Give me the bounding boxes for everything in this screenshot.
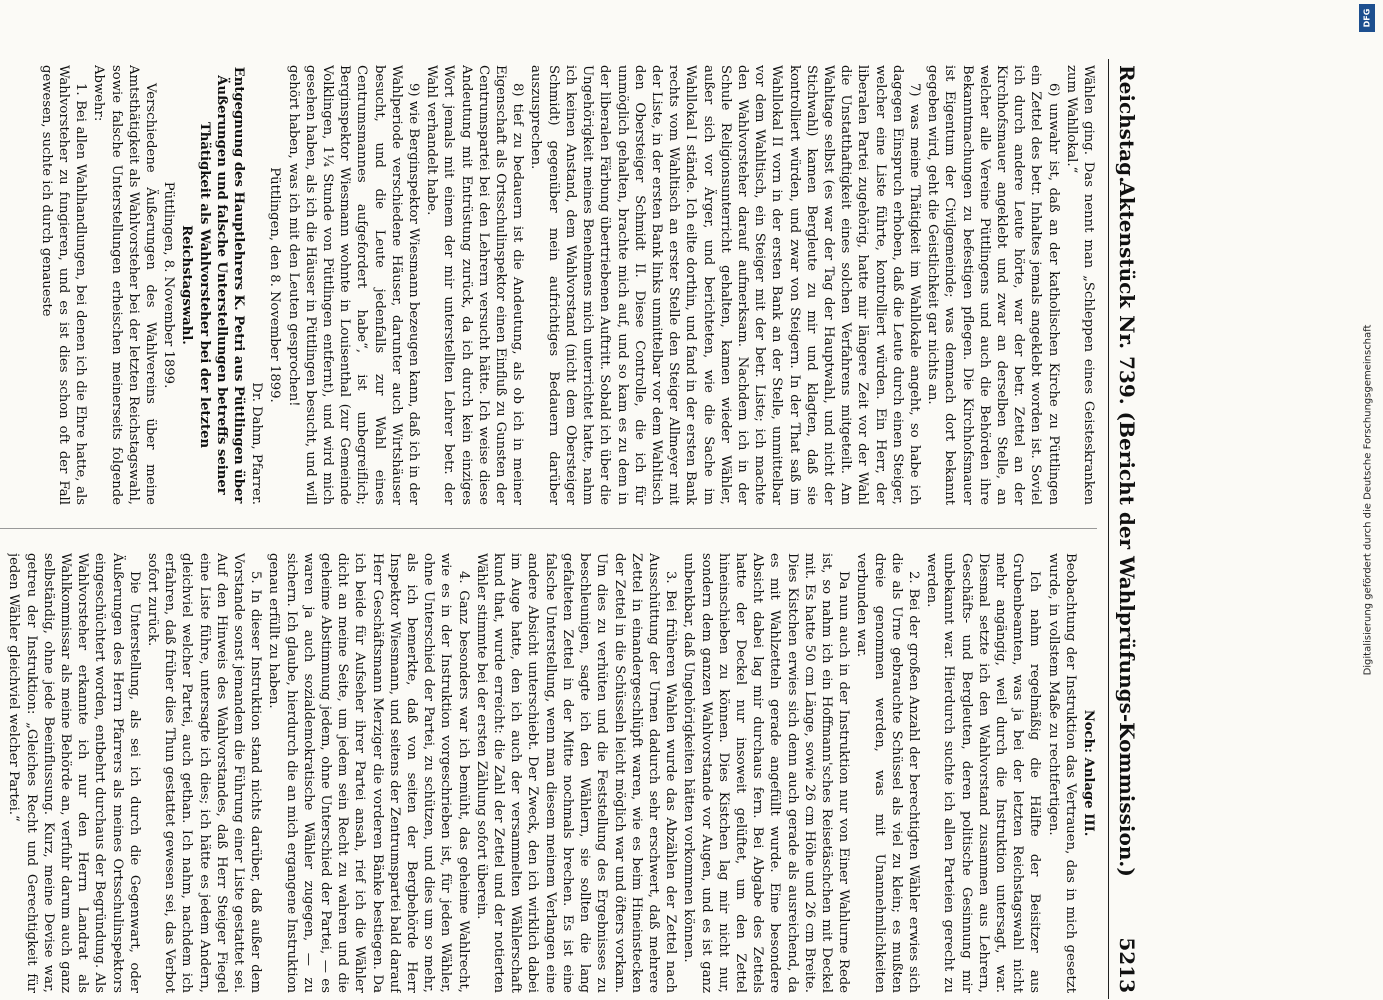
paragraph: 1. Bei allen Wahlhandlungen, bei denen ich die Ehre hatte, als Wahlvorsteher zu fungieren, und es ist dies schon oft der Fall gewesen, suchte ich durch genaueste [38,65,89,505]
paragraph: 6) unwahr ist, daß an der katholischen Kirche zu Püttlingen ein Zettel des betr. Inhaltes jemals angeklebt worden ist. Soviel ich durch andere Leute hörte, war der betr. Zettel an der Kirchhofsmauer angeklebt und zwar an derselben Stelle, an welcher alle Vereine Püttlingens und auch die Behörden ihre Bekanntmachungen zu befestigen pflegen. Die Kirchhofsmauer ist Eigentum der Civilgemeinde; was demnach dort bekannt gegeben wird, geht die Geistlichkeit gar nichts an. [925,65,1061,505]
paragraph: 3. Bei früheren Wahlen wurde das Abzählen der Zettel nach Ausschüttung der Urnen dadurch sehr erschwert, daß mehrere Zettel in einandergeschlüpft waren, wie es beim Hineinstecken der Zettel in die Schüsseln leicht möglich war und öfters vorkam. Um dies zu verhüten und die Feststellung des Ergebnisses zu beschleunigen, sagte ich den Wählern, sie sollten die lang gefalteten Zettel in der Mitte nochmals brechen. Es ist eine falsche Unterstellung, wenn man diesem meinem Verlangen eine andere Absicht unterschiebt. Der Zweck, den ich wirklich dabei im Auge hatte, den ich auch der versammelten Wählerschaft kund that, wurde erreicht: die Zahl der Zettel und der notierten Wähler stimmte bei der ersten Zählung sofort überein. [473,553,679,993]
page-header [1108,59,1143,999]
column-divider [0,528,1097,529]
digitization-credit [1355,0,1381,1000]
date-line: Püttlingen, 8. November 1899. [161,181,177,389]
paragraph: 7) was meine Thätigkeit im Wahllokale angeht, so habe ich dagegen Einspruch erhoben, daß die Leute durch einen Steiger, welcher eine Liste führte, kontrolliert würden. Ein Herr, der liberalen Partei zugehörig, hatte mir längere Zeit vor der Wahl die Unstatthaftigkeit eines solchen Verfahrens mitgeteilt. Am Wahltage selbst (es war der Tag der Hauptwahl, und nicht der Stichwahl) kamen Bergleute zu mir und klagten, daß sie kontrolliert würden, und zwar von Steigern. In der That saß im Wahllokal II vorn in der ersten Bank an der Stelle, unmittelbar vor dem Wahltisch, ein Steiger mit der betr. Liste; ich machte den Wahlvorsteher darauf aufmerksam. Nachdem ich in der Schule Religionsunterricht gehalten, kamen wieder Wähler, außer sich vor Ärger, und berichteten, wie die Sache im Wahllokal I stände. Ich eilte dorthin, und fand in der ersten Bank rechts vom Wahltisch an erster Stelle den Steiger Allmeyer mit der Liste, in der ersten Bank links unmittelbar vor dem Wahltisch den Obersteiger Schmidt II. Diese Controlle, die ich für unmöglich gehalten, brachte mich auf, und so kam es zu dem in der liberalen Färbung übertriebenen Auftritt. Sobald ich über die Ungehörigkeit meines Benehmens mich unterrichtet hatte, nahm ich keinen Anstand, dem Wahlvorstand (nicht dem Obersteiger Schmidt) gegenüber mein aufrichtiges Bedauern darüber auszusprechen. [528,65,922,505]
paragraph: 2. Bei der großen Anzahl der berechtigten Wähler erwies sich die als Urne gebrauchte Schüssel als viel zu klein; es mußten dreie genommen werden, was mit Unannehmlichkeiten verbunden war. [854,553,921,993]
right-column [0,553,1097,993]
paragraph: 9) wie Berginspektor Wiesmann bezeugen kann, daß ich in der Wahlperiode verschiedene Häuser, darunter auch Wirtshäuser besucht, und die Leute jedenfalls zur Wahl eines Centrumsmannes aufgefordert habe“, ist unbegreiflich; Berginspektor Wiesmann wohnte in Louisenthal (zur Gemeinde Volklingen, 1¼ Stunde von Püttlingen entfernt), und wird mich gesehen haben, als ich die Häuser in Püttlingen besucht, und will gehört haben, was ich mit den Leuten gesprochen! [285,65,422,505]
header-title: Aktenstück Nr. 739. (Bericht der Wahlprüfungs-Kommission.) [1115,181,1139,877]
header-page-number: 5213 [1115,937,1139,993]
date-line: Püttlingen, den 8. November 1899. [267,167,283,403]
credit-text: Digitalisierung gefördert durch die Deutsche Forschungsgemeinschaft [1362,324,1374,676]
paragraph: 8) tief zu bedauern ist die Andeutung, als ob ich in meiner Eigenschaft als Ortsschulinspektor einen Einfluß zu Gunsten der Centrumspartei bei den Lehrern versucht hätte. Ich weise diese Andeutung mit Entrüstung zurück, da ich durch kein einziges Wort jemals mit einem der mir unterstellten Lehrer betr. der Wahl verhandelt habe. [424,65,526,505]
paragraph: Da nun auch in der Instruktion nur von Einer Wahlurne Rede ist, so nahm ich ein Hoffmann'sches Reisetäschchen mit Deckel mit. Es hatte 50 cm Länge, sowie 26 cm Höhe und 26 cm Breite. Dies Kistchen erwies sich denn auch gerade als ausreichend, da es mit Wahlzetteln gerade angefüllt wurde. Eine besondere Absicht dabei lag mir durchaus fern. Bei Abgabe des Zettels hatte der Deckel nur insoweit gelüftet, um den Zettel hineinschieben zu können. Dies Kistchen lag mir nicht nur, sondern dem ganzen Wahlvorstande vor Augen, und es ist ganz unbenkbar, daß Ungehörigkeiten hätten vorkommen können. [681,553,852,993]
paragraph: 4. Ganz besonders war ich bemüht, das geheime Wahlrecht, wie es in der Instruktion vorgeschrieben ist, für jeden Wähler, ohne Unterschied der Partei, zu schützen, und dies um so mehr, als ich bemerkte, daß von seiten der Bergbehörde Herr Inspektor Wiesmann, und seitens der Zentrumspartei bald darauf Herr Geschäftsmann Merziger die vorderen Bänke bestiegen. Da ich beide für Aufseher ihrer Partei ansah, rief ich die Wähler dicht an meine Seite, um jedem sein Recht zu wahren und die geheime Abstimmung jedem, ohne Unterschied der Partei, — es waren ja auch sozialdemokratische Wähler zugegen, — zu sichern. Ich glaube, hierdurch die an mich ergangene Instruktion genau erfüllt zu haben. [266,553,471,993]
section-heading: Entgegnung des Hauptlehrers K. Petri aus Püttlingen über Äußerungen und falsche Unterstellungen betreffs seiner Thätigkeit als Wahlvorsteher bei der letzten Reichstagswahl. [179,66,247,504]
signature: Dr. Dahm, Pfarrer. [249,382,265,505]
left-column [0,65,1097,505]
header-left: Reichstag. [1115,65,1139,184]
annex-heading: Noch: Anlage III. [1081,709,1096,837]
dfg-logo-icon: DFG [1359,4,1375,32]
paragraph: Wählen ging. Das nennt man „Schleppen eines Geisteskranken zum Wahllokal.“ [1063,65,1096,505]
paragraph: Beobachtung der Instruktion das Vertrauen, das in mich gesetzt wurde, in vollstem Maße zu rechtfertigen. [1045,553,1078,993]
paragraph: Ich nahm regelmäßig die Hälfte der Beisitzer aus Grubenbeamten, was ja bei der letzten Reichstagswahl nicht mehr angängig, weil durch die Instruktion untersagt, war. Diesmal setzte ich den Wahlvorstand zusammen aus Lehrern, Geschäfts- und Bergleuten, deren politische Gesinnung mir unbekannt war. Hierdurch suchte ich allen Parteien gerecht zu werden. [924,553,1043,993]
document-sheet [0,59,1157,999]
paragraph: Die Unterstellung, als sei ich durch die Gegenwart, oder Äußerungen des Herrn Pfarrers als meines Ortsschulinspektors eingeschüchtert worden, entbehrt durchaus der Begründung. Als Wahlvorsteher erkannte ich nur den Herrn Landrat als Wahlkommissar als meine Behörde an, verfuhr darum auch ganz selbständig, ohne jede Beeinflussung. Kurz, meine Devise war, getreu der Instruktion: „Gleiches Recht und Gerechtigkeit für jeden Wähler gleichviel welcher Partei.“ [6,553,142,993]
paragraph: Verschiedene Äußerungen des Wahlvereins über meine Amtsthätigkeit als Wahlvorsteher bei der letzten Reichstagswahl, sowie falsche Unterstellungen erheischen meinerseits folgende Abwehr: [91,65,159,505]
paragraph: 5. In dieser Instruktion stand nichts darüber, daß außer dem Vorstande sonst jemandem die Führung einer Liste gestattet sei. Auf den Hinweis des Wahlvorstandes, daß Herr Steiger Fiegel eine Liste führe, untersagte ich dies; ich hätte es jedem Andern, gleichviel welcher Partei, auch gethan. Ich nahm, nachdem ich erfahren, daß früher dies Thun gestattet gewesen sei, das Verbot sofort zurück. [145,553,264,993]
